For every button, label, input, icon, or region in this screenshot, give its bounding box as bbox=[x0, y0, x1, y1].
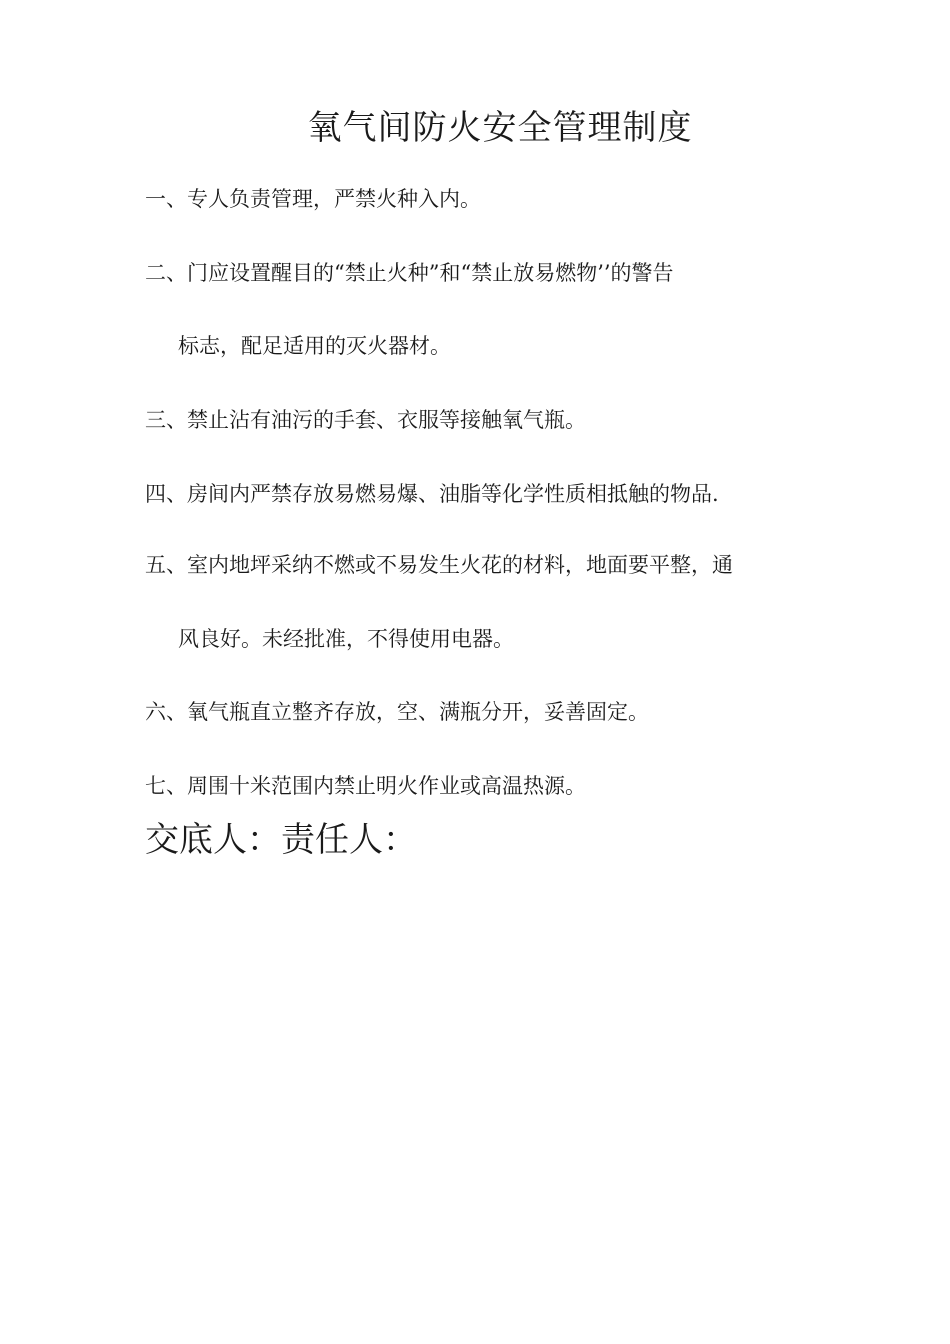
rule-6: 六、氧气瓶直立整齐存放，空、满瓶分开，妥善固定。 bbox=[145, 700, 649, 724]
rule-5-line-2: 风良好。未经批准，不得使用电器。 bbox=[178, 627, 514, 651]
signature-line: 交底人：责任人： bbox=[145, 820, 417, 860]
rule-5-line-1: 五、室内地坪采纳不燃或不易发生火花的材料，地面要平整，通 bbox=[145, 553, 733, 577]
rule-4: 四、房间内严禁存放易燃易爆、油脂等化学性质相抵触的物品. bbox=[145, 482, 719, 506]
rule-2-line-2: 标志，配足适用的灭火器材。 bbox=[178, 334, 451, 358]
rule-3: 三、禁止沾有油污的手套、衣服等接触氧气瓶。 bbox=[145, 408, 586, 432]
rule-1: 一、专人负责管理，严禁火种入内。 bbox=[145, 187, 481, 211]
rule-2-line-1: 二、门应设置醒目的“禁止火种”和“禁止放易燃物’’的警告 bbox=[145, 261, 674, 285]
document-title: 氧气间防火安全管理制度 bbox=[307, 108, 693, 148]
rule-7: 七、周围十米范围内禁止明火作业或高温热源。 bbox=[145, 774, 586, 798]
